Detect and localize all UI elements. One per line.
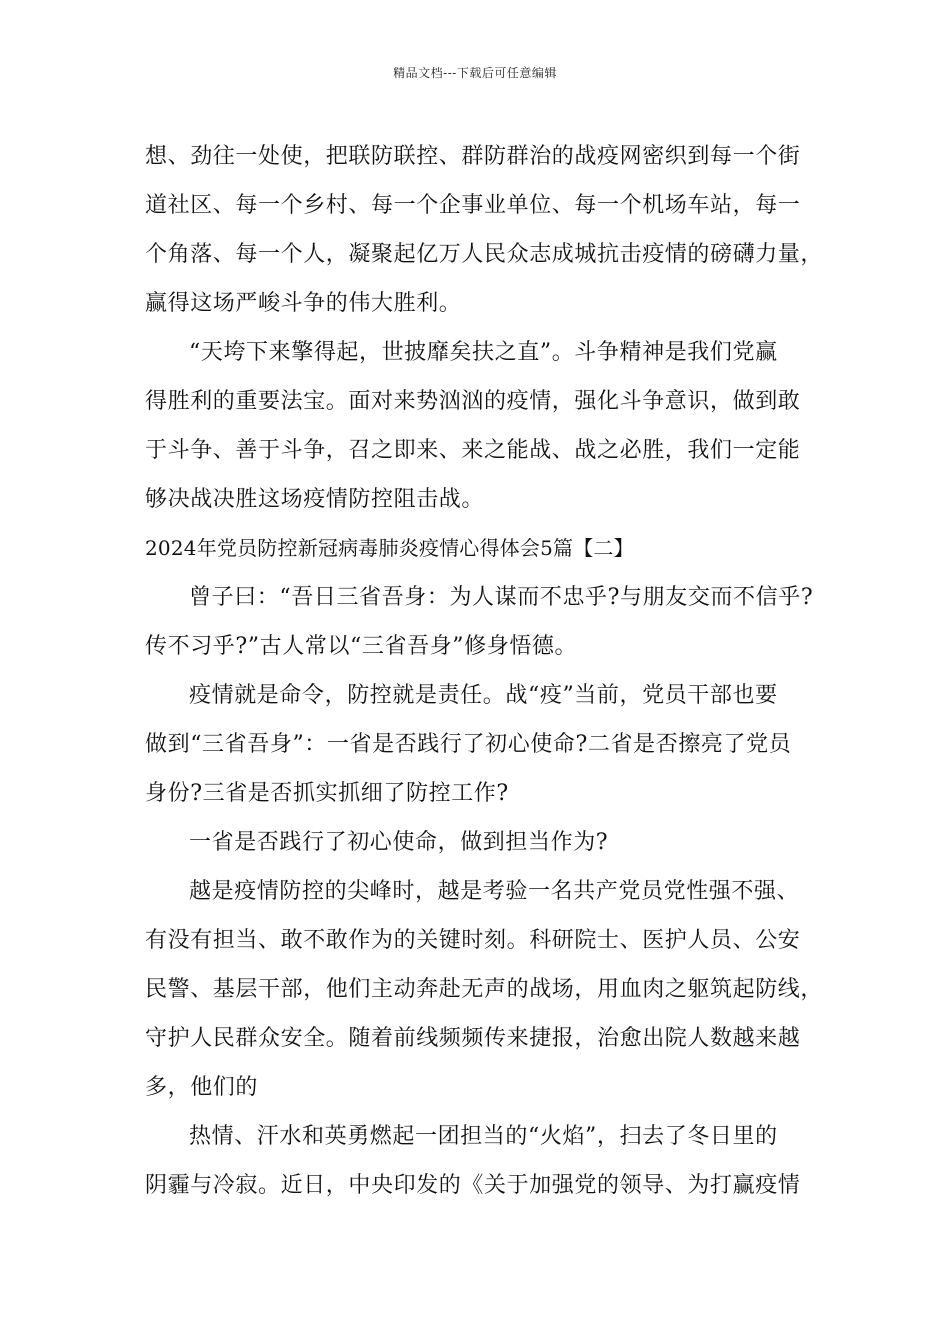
body-line: 赢得这场严峻斗争的伟大胜利。: [145, 291, 462, 316]
body-line: 守护人民群众安全。随着前线频频传来捷报，治愈出院人数越来越: [145, 1026, 801, 1051]
body-line: 够决战决胜这场疫情防控阻击战。: [145, 487, 485, 512]
body-line: 多，他们的: [145, 1075, 259, 1100]
paragraph-first-line: 热情、汗水和英勇燃起一团担当的“火焰”，扫去了冬日里的: [189, 1124, 778, 1149]
body-line: 于斗争、善于斗争，召之即来、来之能战、战之必胜，我们一定能: [145, 438, 801, 463]
section-heading: 2024年党员防控新冠病毒肺炎疫情心得体会5篇【二】: [145, 536, 634, 560]
document-body: [145, 132, 835, 1210]
body-line: 想、劲往一处使，把联防联控、群防群治的战疫网密织到每一个街: [145, 144, 801, 169]
body-line: 道社区、每一个乡村、每一个企事业单位、每一个机场车站，每一: [145, 193, 801, 218]
body-line: 阴霾与冷寂。近日，中央印发的《关于加强党的领导、为打赢疫情: [145, 1173, 801, 1198]
body-line: 有没有担当、敢不敢作为的关键时刻。科研院士、医护人员、公安: [145, 928, 801, 953]
body-line: 传不习乎?”古人常以“三省吾身”修身悟德。: [145, 634, 578, 659]
paragraph-first-line: 曾子曰：“吾日三省吾身：为人谋而不忠乎?与朋友交而不信乎?: [189, 585, 814, 610]
paragraph-first-line: “天垮下来擎得起，世披靡矣扶之直”。斗争精神是我们党赢: [189, 340, 778, 365]
body-line: 身份?三省是否抓实抓细了防控工作?: [145, 781, 509, 806]
paragraph-first-line: 越是疫情防控的尖峰时，越是考验一名共产党员党性强不强、: [189, 879, 800, 904]
body-line: 得胜利的重要法宝。面对来势汹汹的疫情，强化斗争意识，做到敢: [145, 389, 801, 414]
body-line: 个角落、每一个人，凝聚起亿万人民众志成城抗击疫情的磅礴力量，: [145, 242, 824, 267]
page-header: 精品文档---下载后可任意编辑: [393, 66, 557, 80]
body-line: 做到“三省吾身”：一省是否践行了初心使命?二省是否擦亮了党员: [145, 732, 792, 757]
paragraph-first-line: 疫情就是命令，防控就是责任。战“疫”当前，党员干部也要: [189, 683, 778, 708]
paragraph-first-line: 一省是否践行了初心使命，做到担当作为?: [189, 830, 609, 855]
body-line: 民警、基层干部，他们主动奔赴无声的战场，用血肉之躯筑起防线，: [145, 977, 824, 1002]
